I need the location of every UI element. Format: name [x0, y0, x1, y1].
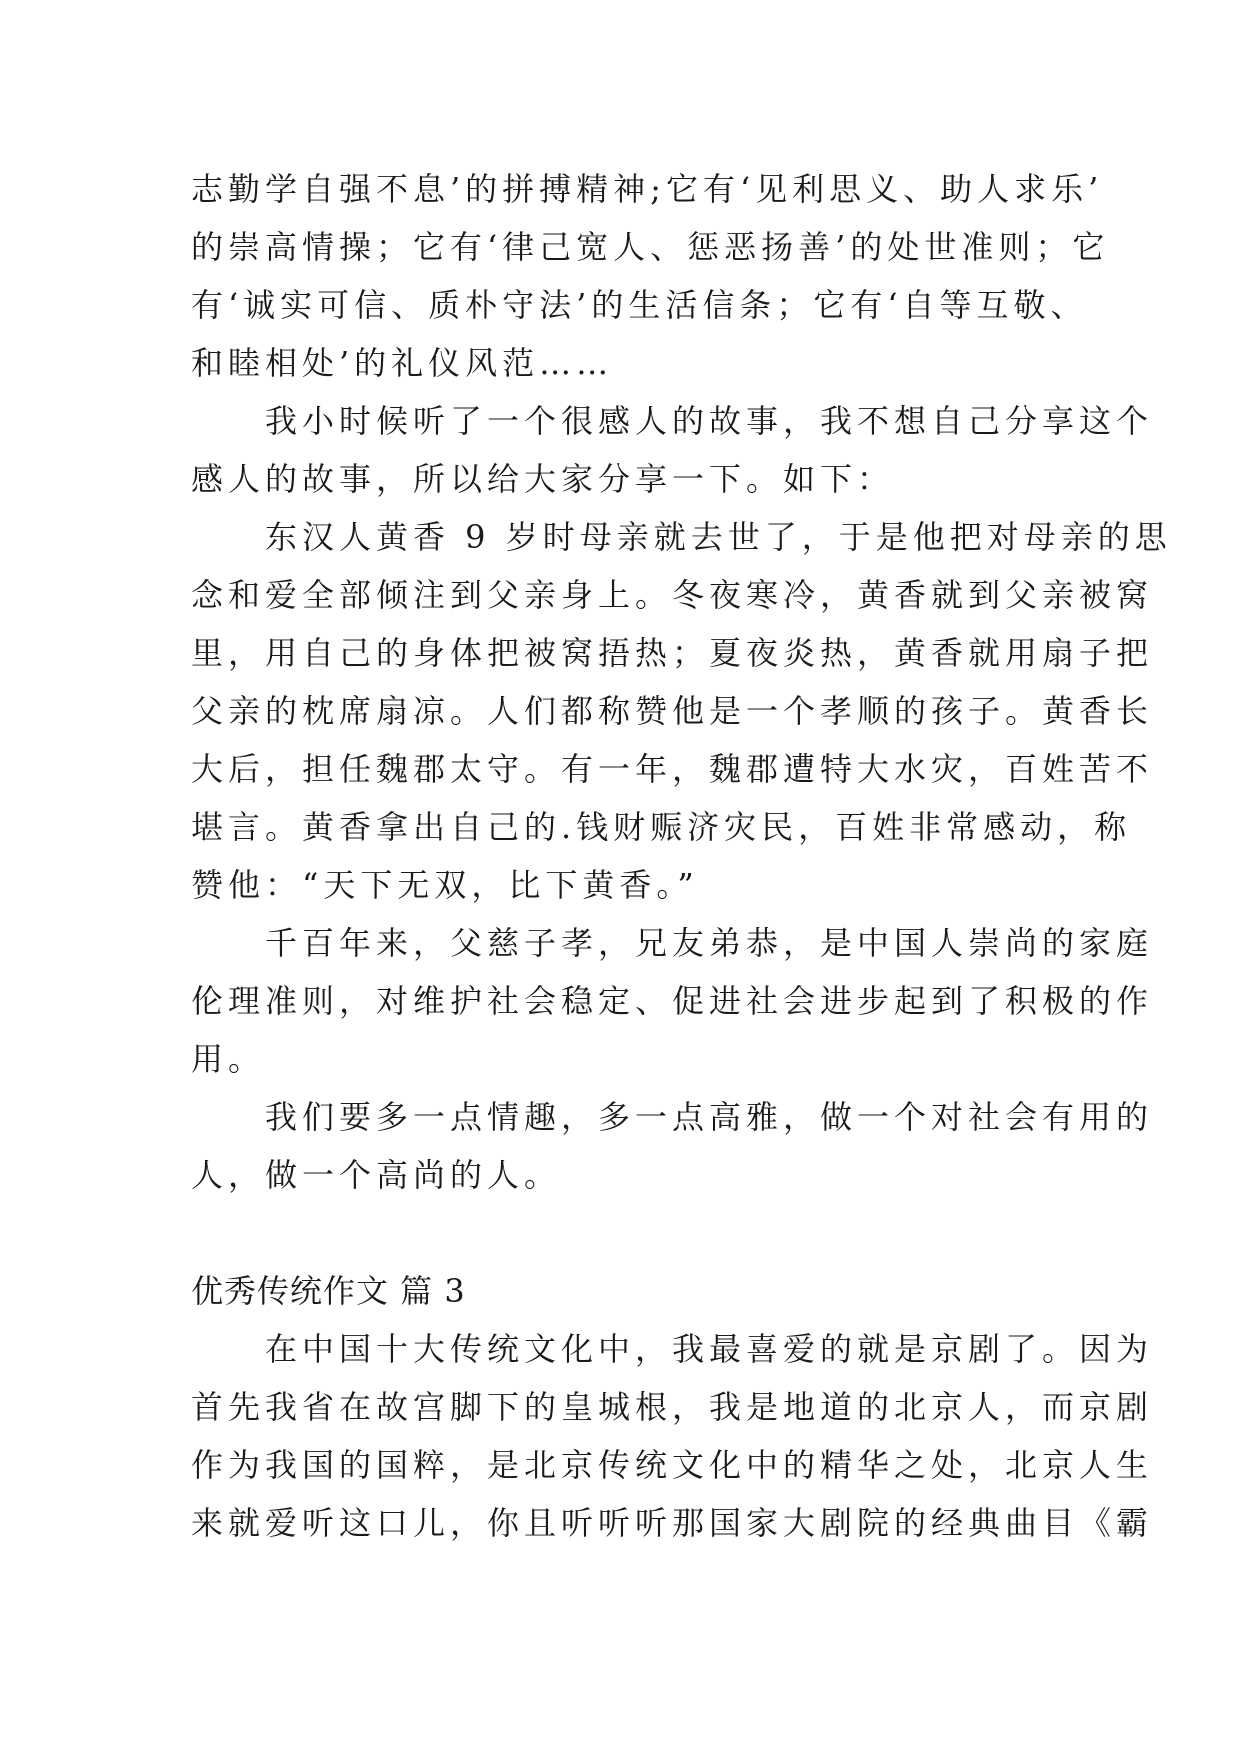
text-line: 的崇高情操；它有‘律己宽人、惩恶扬善’的处世准则；它 — [191, 228, 1110, 266]
document-page — [191, 160, 1172, 1552]
text-line: 伦理准则，对维护社会稳定、促进社会进步起到了积极的作 — [191, 982, 1154, 1020]
text-line: 念和爱全部倾注到父亲身上。冬夜寒冷，黄香就到父亲被窝 — [191, 576, 1154, 614]
text-line: 感人的故事，所以给大家分享一下。如下： — [191, 460, 895, 498]
text-line: 有‘诚实可信、质朴守法’的生活信条；它有‘自等互敬、 — [191, 286, 1088, 324]
text-line: 里，用自己的身体把被窝捂热；夏夜炎热，黄香就用扇子把 — [191, 634, 1154, 672]
text-line: 我小时候听了一个很感人的故事，我不想自己分享这个 — [191, 402, 1154, 440]
text-line: 作为我国的国粹，是北京传统文化中的精华之处，北京人生 — [191, 1446, 1154, 1484]
text-line: 在中国十大传统文化中，我最喜爱的就是京剧了。因为 — [191, 1330, 1154, 1368]
text-line: 用。 — [191, 1040, 266, 1078]
text-line: 千百年来，父慈子孝，兄友弟恭，是中国人崇尚的家庭 — [191, 924, 1154, 962]
section-gap — [191, 1204, 1053, 1262]
text-line: 来就爱听这口儿，你且听听听那国家大剧院的经典曲目《霸 — [191, 1504, 1154, 1542]
text-line: 堪言。黄香拿出自己的.钱财赈济灾民，百姓非常感动，称 — [191, 808, 1132, 846]
text-line: 父亲的枕席扇凉。人们都称赞他是一个孝顺的孩子。黄香长 — [191, 692, 1154, 730]
text-line: 人，做一个高尚的人。 — [191, 1156, 562, 1194]
text-line: 大后，担任魏郡太守。有一年，魏郡遭特大水灾，百姓苦不 — [191, 750, 1154, 788]
text-line: 首先我省在故宫脚下的皇城根，我是地道的北京人，而京剧 — [191, 1388, 1154, 1426]
text-line: 东汉人黄香 9 岁时母亲就去世了，于是他把对母亲的思 — [191, 518, 1172, 556]
text-line: 志勤学自强不息’的拼搏精神;它有‘见利思义、助人求乐’ — [191, 170, 1104, 208]
section-heading: 优秀传统作文 篇 3 — [191, 1272, 466, 1310]
text-line: 赞他：“天下无双，比下黄香。” — [191, 866, 699, 904]
text-line: 我们要多一点情趣，多一点高雅，做一个对社会有用的 — [191, 1098, 1154, 1136]
text-line: 和睦相处’的礼仪风范…… — [191, 344, 614, 382]
